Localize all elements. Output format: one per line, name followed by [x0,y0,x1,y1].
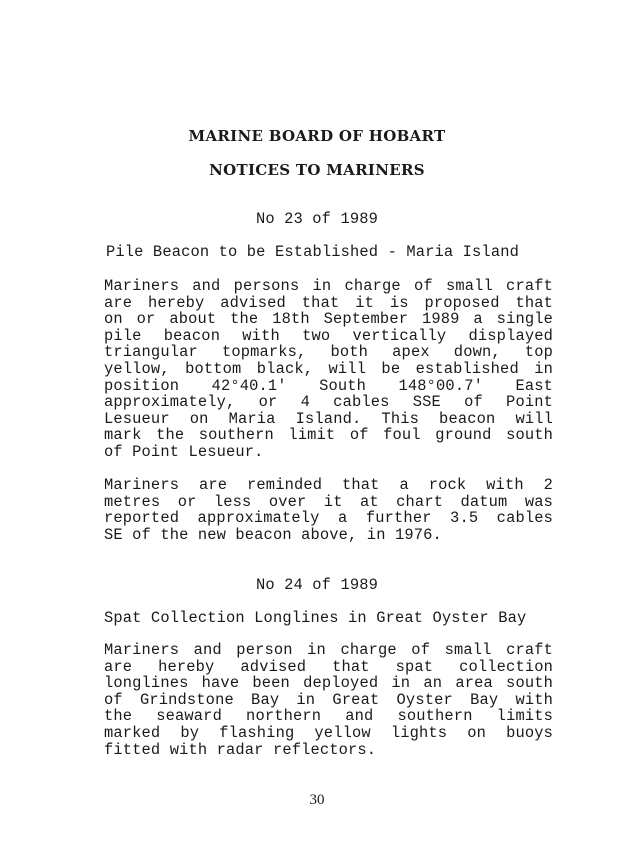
text-line: Mariners are reminded that a rock with 2 [104,476,553,494]
page-number: 30 [309,792,325,808]
notice-24-number: No 24 of 1989 [255,576,379,594]
text-line: position 42°40.1' South 148°00.7' East [104,376,553,395]
text-line: reported approximately a further 3.5 cables [104,509,553,528]
series-heading: NOTICES TO MARINERS [209,161,425,179]
text-line: triangular topmarks, both apex down, top [104,343,553,362]
notice-24-title: Spat Collection Longlines in Great Oyster Bay [104,609,527,627]
text-line: the seaward northern and southern limits [104,707,553,726]
text-line: marked by flashing yellow lights on buoys [104,723,553,742]
text-line: yellow, bottom black, will be established in [104,359,553,378]
text-line: fitted with radar reflectors. [104,740,377,759]
notice-23-number: No 23 of 1989 [255,210,379,228]
notice-24-paragraph-1 [104,642,553,758]
text-line: mark the southern limit of foul ground south [104,426,553,445]
text-line: longlines have been deployed in an area south [104,674,553,693]
text-line: Mariners and person in charge of small craft [104,641,553,659]
text-line: pile beacon with two vertically displayed [104,326,553,345]
text-line: on or about the 18th September 1989 a single [104,310,553,329]
notice-23-paragraph-2 [104,477,553,543]
notice-23-title: Pile Beacon to be Established - Maria Island [106,243,519,261]
text-line: Mariners and persons in charge of small craft [104,277,553,295]
text-line: approximately, or 4 cables SSE of Point [104,393,553,412]
text-line: of Grindstone Bay in Great Oyster Bay with [104,690,553,709]
text-line: are hereby advised that spat collection [104,657,553,676]
text-line: Lesueur on Maria Island. This beacon will [104,409,553,428]
notice-23-paragraph-1 [104,278,553,461]
org-heading: MARINE BOARD OF HOBART [188,127,446,145]
text-line: of Point Lesueur. [104,442,264,461]
text-line: are hereby advised that it is proposed that [104,293,553,312]
text-line: SE of the new beacon above, in 1976. [104,525,442,544]
text-line: metres or less over it at chart datum was [104,492,553,511]
